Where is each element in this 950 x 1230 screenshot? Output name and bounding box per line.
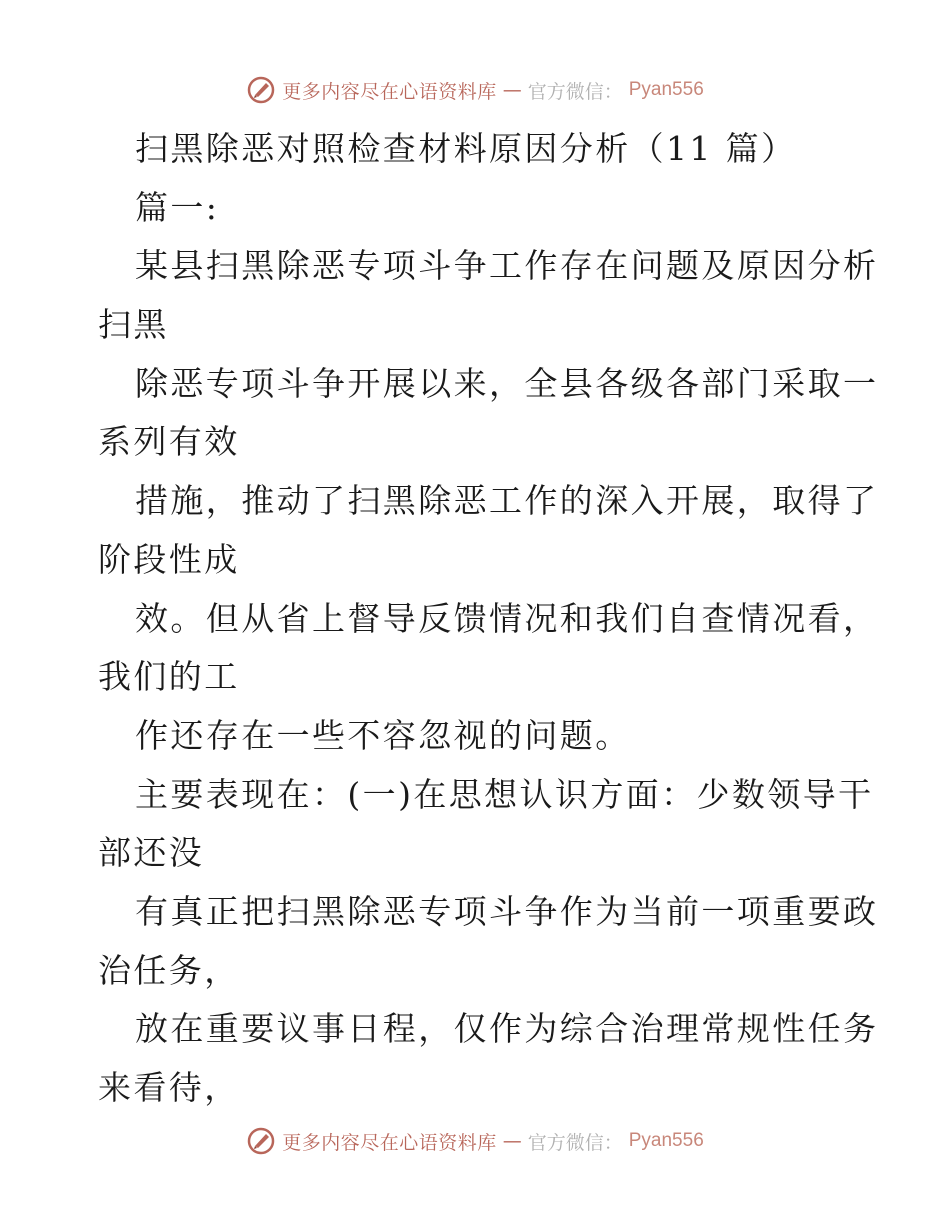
watermark-separator: — [502, 79, 522, 101]
text-line: 治任务， [98, 950, 240, 990]
watermark-header [0, 70, 950, 110]
watermark-official-label: 官方微信： [527, 80, 623, 103]
watermark-footer [0, 1121, 950, 1161]
watermark-wechat-id: Pyan556 [628, 79, 704, 100]
brand-logo-icon [246, 1126, 276, 1156]
watermark-official-label: 官方微信： [527, 1131, 623, 1154]
text-line: 部还没 [98, 833, 205, 873]
text-line: 扫黑 [98, 305, 169, 345]
document-body [98, 120, 879, 1118]
text-line: 我们的工 [98, 657, 240, 697]
text-line: 效。但从省上督导反馈情况和我们自查情况看， [135, 598, 879, 638]
text-line: 放在重要议事日程，仅作为综合治理常规性任务 [135, 1009, 879, 1049]
watermark-brand-text: 更多内容尽在心语资料库 [282, 80, 497, 103]
brand-logo-icon [246, 75, 276, 105]
text-line: 措施，推动了扫黑除恶工作的深入开展，取得了 [135, 481, 879, 521]
text-line: 篇一: [135, 187, 220, 227]
text-line: 除恶专项斗争开展以来，全县各级各部门采取一 [135, 363, 879, 403]
text-line: 阶段性成 [98, 539, 240, 579]
text-line: 来看待， [98, 1068, 240, 1107]
text-line: 有真正把扫黑除恶专项斗争作为当前一项重要政 [135, 891, 879, 931]
watermark-brand-text: 更多内容尽在心语资料库 [282, 1131, 497, 1154]
document-title: 扫黑除恶对照检查材料原因分析（11 篇） [135, 129, 797, 168]
text-line: 某县扫黑除恶专项斗争工作存在问题及原因分析 [135, 246, 879, 286]
text-line: 系列有效 [98, 422, 240, 462]
text-line: 主要表现在：(一)在思想认识方面：少数领导干 [135, 774, 874, 814]
text-line: 作还存在一些不容忽视的问题。 [135, 715, 631, 755]
watermark-wechat-id: Pyan556 [628, 1130, 704, 1151]
watermark-separator: — [502, 1130, 522, 1152]
